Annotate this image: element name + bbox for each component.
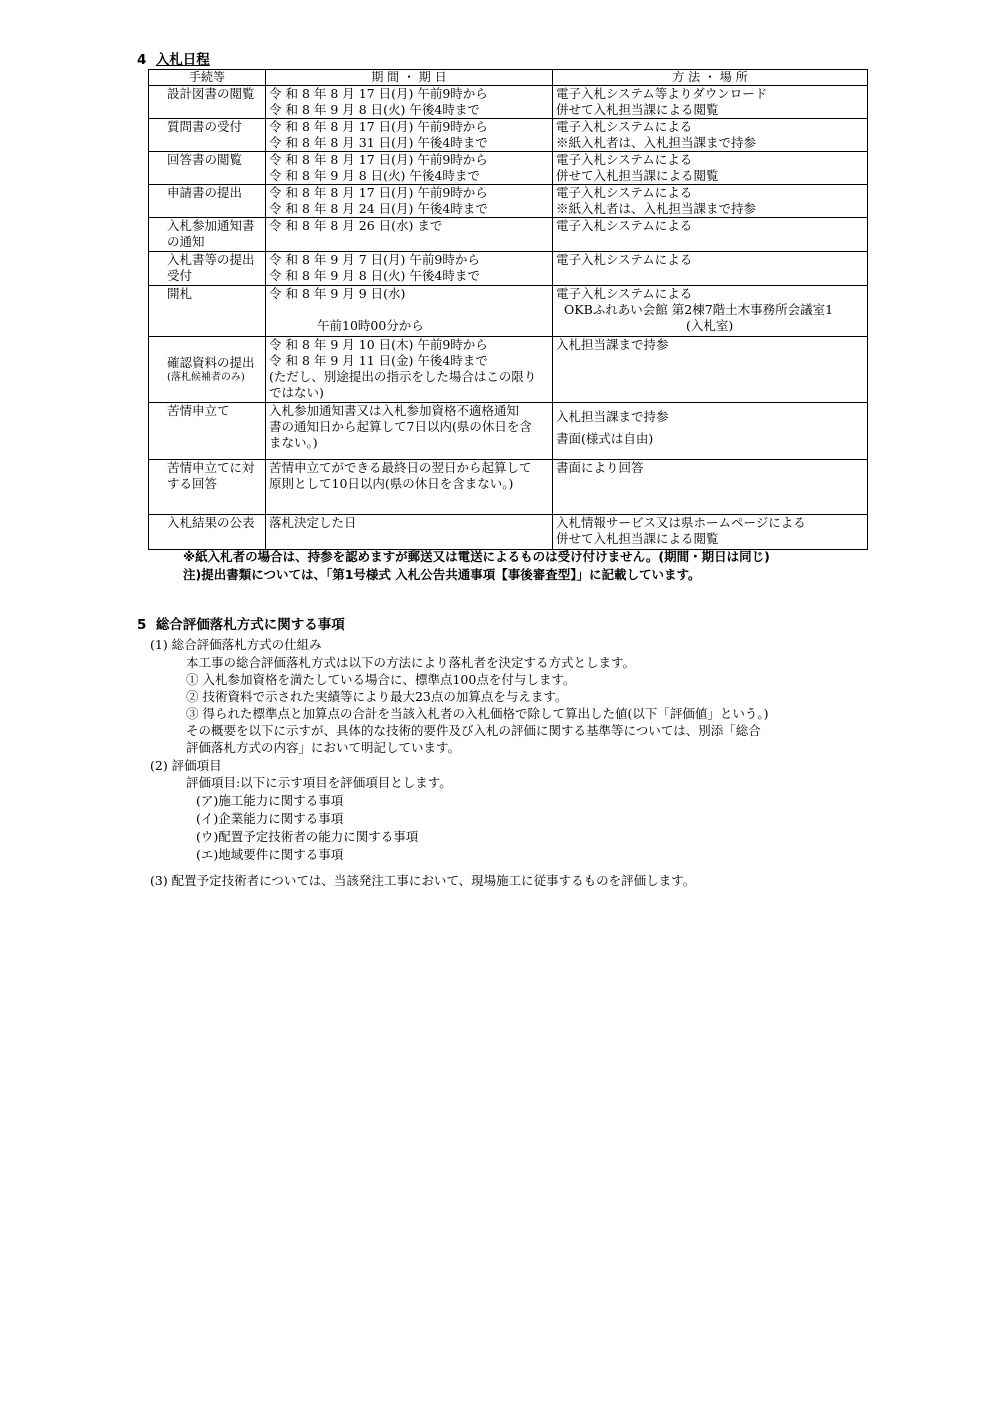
method-cell: 入札情報サービス又は県ホームページによる 併せて入札担当課による閲覧 bbox=[553, 515, 868, 550]
procedure-cell: 質問書の受付 bbox=[149, 119, 266, 152]
item-1-line: ③ 得られた標準点と加算点の合計を当該入札者の入札価格で除して算出した値(以下「評価値」という。) bbox=[186, 706, 769, 721]
item-1-line: その概要を以下に示すが、具体的な技術的要件及び入札の評価に関する基準等については、別添「総合 bbox=[186, 723, 761, 738]
method-cell: 電子入札システムによる ※紙入札者は、入札担当課まで持参 bbox=[553, 185, 868, 218]
table-header-row bbox=[149, 70, 868, 86]
section-5-number: 5 bbox=[137, 617, 147, 633]
table-row bbox=[149, 218, 868, 252]
procedure-cell: 回答書の閲覧 bbox=[149, 152, 266, 185]
period-cell: 令 和 8 年 8 月 17 日(月) 午前9時から 令 和 8 年 9 月 8 日(火) 午後4時まで bbox=[266, 152, 553, 185]
table-row bbox=[149, 460, 868, 515]
method-cell: 電子入札システムによる 併せて入札担当課による閲覧 bbox=[553, 152, 868, 185]
table-row bbox=[149, 337, 868, 403]
item-1-line: 本工事の総合評価落札方式は以下の方法により落札者を決定する方式とします。 bbox=[186, 655, 636, 670]
section-4-heading bbox=[137, 52, 210, 68]
table-row bbox=[149, 403, 868, 460]
table-row bbox=[149, 119, 868, 152]
item-3: (3) 配置予定技術者については、当該発注工事において、現場施工に従事するものを評価します。 bbox=[150, 873, 696, 888]
method-cell: 電子入札システムによる bbox=[553, 252, 868, 286]
item-1-line: ② 技術資料で示された実績等により最大23点の加算点を与えます。 bbox=[186, 689, 568, 704]
method-cell: 入札担当課まで持参 書面(様式は自由) bbox=[553, 403, 868, 460]
table-row bbox=[149, 515, 868, 550]
item-2-heading: (2) 評価項目 bbox=[150, 758, 222, 773]
table-notes bbox=[183, 548, 770, 584]
procedure-subnote: (落札候補者のみ) bbox=[167, 371, 245, 383]
section-5-heading bbox=[137, 617, 345, 633]
evaluation-item: (イ)企業能力に関する事項 bbox=[196, 811, 344, 826]
evaluation-item: (エ)地域要件に関する事項 bbox=[196, 847, 344, 862]
table-row bbox=[149, 252, 868, 286]
method-cell: 電子入札システムによる OKBふれあい会館 第2棟7階土木事務所会議室1 (入札室) bbox=[553, 286, 868, 337]
table-row bbox=[149, 152, 868, 185]
item-1-line: ① 入札参加資格を満たしている場合に、標準点100点を付与します。 bbox=[186, 672, 576, 687]
evaluation-item: (ア)施工能力に関する事項 bbox=[196, 793, 344, 808]
period-cell: 入札参加通知書又は入札参加資格不適格通知 書の通知日から起算して7日以内(県の休日を含 まない。) bbox=[266, 403, 553, 460]
procedure-cell: 設計図書の閲覧 bbox=[149, 86, 266, 119]
table-row bbox=[149, 185, 868, 218]
method-cell: 電子入札システム等よりダウンロード 併せて入札担当課による閲覧 bbox=[553, 86, 868, 119]
section-4-title: 入札日程 bbox=[155, 52, 210, 68]
table-row bbox=[149, 86, 868, 119]
period-cell: 令 和 8 年 9 月 9 日(水) 午前10時00分から bbox=[266, 286, 553, 337]
method-cell: 書面により回答 bbox=[553, 460, 868, 515]
procedure-cell: 開札 bbox=[149, 286, 266, 337]
period-cell: 苦情申立てができる最終日の翌日から起算して 原則として10日以内(県の休日を含まない。) bbox=[266, 460, 553, 515]
note-paper-bidders: ※紙入札者の場合は、持参を認めますが郵送又は電送によるものは受け付けません。(期間・期日は同じ) bbox=[183, 549, 770, 564]
section-5-title: 総合評価落札方式に関する事項 bbox=[155, 617, 345, 633]
evaluation-item: (ウ)配置予定技術者の能力に関する事項 bbox=[196, 829, 419, 844]
procedure-cell: 苦情申立てに対 する回答 bbox=[149, 460, 266, 515]
section-4-number: 4 bbox=[137, 52, 147, 68]
method-cell: 電子入札システムによる bbox=[553, 218, 868, 252]
table-row bbox=[149, 286, 868, 337]
method-cell: 入札担当課まで持参 bbox=[553, 337, 868, 403]
procedure-cell: 確認資料の提出 (落札候補者のみ) bbox=[149, 337, 266, 403]
procedure-cell: 申請書の提出 bbox=[149, 185, 266, 218]
procedure-cell: 入札書等の提出 受付 bbox=[149, 252, 266, 286]
period-cell: 令 和 8 年 8 月 17 日(月) 午前9時から 令 和 8 年 8 月 24 日(月) 午後4時まで bbox=[266, 185, 553, 218]
procedure-cell: 入札参加通知書 の通知 bbox=[149, 218, 266, 252]
item-1-heading: (1) 総合評価落札方式の仕組み bbox=[150, 637, 322, 652]
period-cell: 令 和 8 年 8 月 17 日(月) 午前9時から 令 和 8 年 8 月 31 日(月) 午後4時まで bbox=[266, 119, 553, 152]
header-period: 期 間 ・ 期 日 bbox=[266, 70, 553, 86]
procedure-cell: 苦情申立て bbox=[149, 403, 266, 460]
procedure-cell: 入札結果の公表 bbox=[149, 515, 266, 550]
period-cell: 令 和 8 年 8 月 17 日(月) 午前9時から 令 和 8 年 9 月 8 日(火) 午後4時まで bbox=[266, 86, 553, 119]
note-submission-docs: 注)提出書類については、「第1号様式 入札公告共通事項【事後審査型】」に記載しています。 bbox=[183, 567, 701, 582]
period-cell: 令 和 8 年 8 月 26 日(水) まで bbox=[266, 218, 553, 252]
item-1-line: 評価落札方式の内容」において明記しています。 bbox=[186, 740, 461, 755]
header-procedure: 手続等 bbox=[149, 70, 266, 86]
schedule-table bbox=[148, 69, 868, 550]
period-cell: 落札決定した日 bbox=[266, 515, 553, 550]
period-cell: 令 和 8 年 9 月 10 日(木) 午前9時から 令 和 8 年 9 月 11 日(金) 午後4時まで (ただし、別途提出の指示をした場合はこの限り ではない) bbox=[266, 337, 553, 403]
header-method: 方 法 ・ 場 所 bbox=[553, 70, 868, 86]
item-2-intro: 評価項目:以下に示す項目を評価項目とします。 bbox=[186, 775, 452, 790]
method-cell: 電子入札システムによる ※紙入札者は、入札担当課まで持参 bbox=[553, 119, 868, 152]
period-cell: 令 和 8 年 9 月 7 日(月) 午前9時から 令 和 8 年 9 月 8 日(火) 午後4時まで bbox=[266, 252, 553, 286]
